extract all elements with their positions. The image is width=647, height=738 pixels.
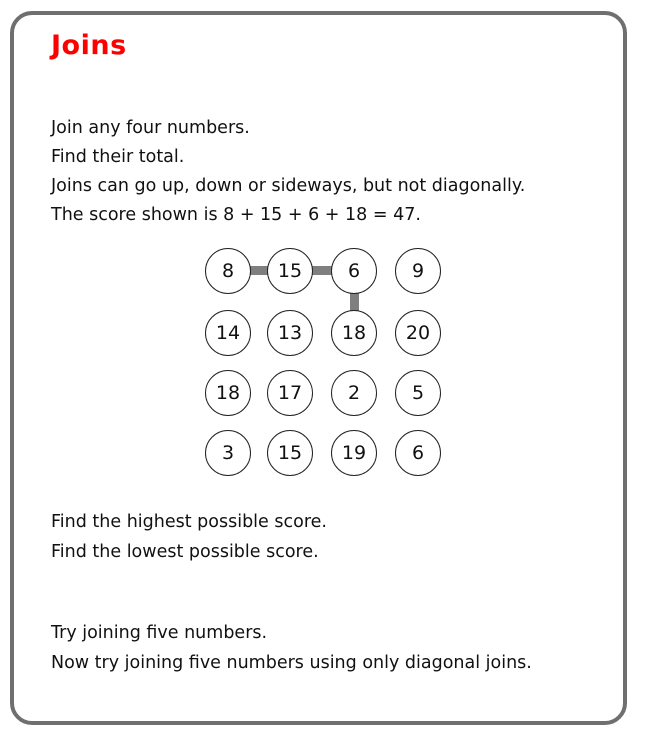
grid-cell[interactable]: 6 <box>395 430 441 476</box>
number-grid <box>195 244 455 472</box>
grid-cell[interactable]: 5 <box>395 370 441 416</box>
extension-five-numbers: Try joining five numbers. <box>51 623 268 643</box>
grid-cell[interactable]: 20 <box>395 310 441 356</box>
grid-cell[interactable]: 6 <box>331 248 377 294</box>
grid-cell[interactable]: 13 <box>267 310 313 356</box>
instruction-line-3: Joins can go up, down or sideways, but not diagonally. <box>51 176 526 196</box>
grid-cell[interactable]: 3 <box>205 430 251 476</box>
page-title: Joins <box>51 30 127 61</box>
grid-cell[interactable]: 17 <box>267 370 313 416</box>
question-lowest: Find the lowest possible score. <box>51 542 319 562</box>
example-score-line: The score shown is 8 + 15 + 6 + 18 = 47. <box>51 205 421 225</box>
grid-cell[interactable]: 2 <box>331 370 377 416</box>
extension-diagonal: Now try joining five numbers using only diagonal joins. <box>51 653 532 673</box>
grid-cell[interactable]: 15 <box>267 248 313 294</box>
instruction-line-1: Join any four numbers. <box>51 118 250 138</box>
grid-cell[interactable]: 8 <box>205 248 251 294</box>
instruction-line-2: Find their total. <box>51 147 185 167</box>
grid-cell[interactable]: 18 <box>205 370 251 416</box>
grid-cell[interactable]: 18 <box>331 310 377 356</box>
grid-cell[interactable]: 15 <box>267 430 313 476</box>
grid-cell[interactable]: 9 <box>395 248 441 294</box>
grid-cell[interactable]: 14 <box>205 310 251 356</box>
grid-cell[interactable]: 19 <box>331 430 377 476</box>
question-highest: Find the highest possible score. <box>51 512 327 532</box>
